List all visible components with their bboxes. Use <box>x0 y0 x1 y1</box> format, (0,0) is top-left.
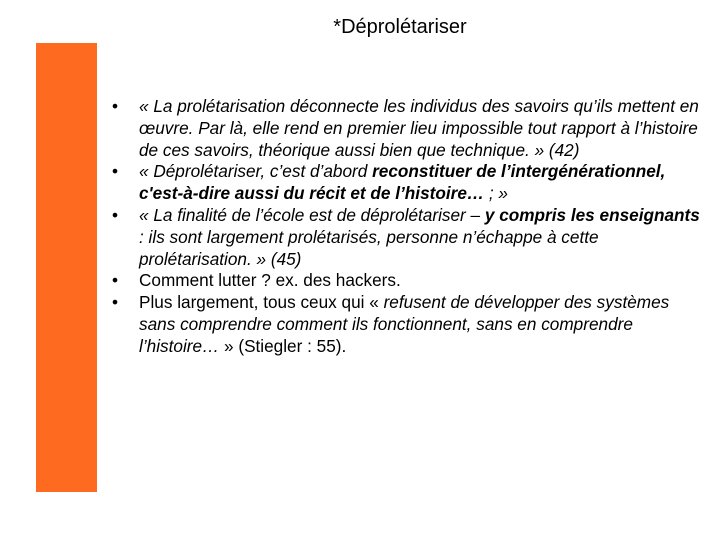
bullet-segment: Plus largement, tous ceux qui « <box>139 292 384 313</box>
bullet-text <box>139 270 401 290</box>
bullet-marker: • <box>112 161 119 182</box>
accent-bar <box>36 43 97 492</box>
bullet-text <box>139 205 700 269</box>
bullet-item <box>112 96 704 161</box>
bullet-text <box>139 292 669 356</box>
bullet-list <box>112 96 704 358</box>
bullet-marker: • <box>112 204 119 225</box>
bullet-segment: « Déprolétariser, c’est d’abord <box>139 161 373 182</box>
slide-title: *Déprolétariser <box>333 16 467 38</box>
bullet-segment: « La prolétarisation déconnecte les individus des savoirs qu’ils mettent en œuvre. Par là, elle rend en premier lieu impossible tout rapport à l’histoire de ces savoirs, théorique aussi bien que technique. » (42) <box>139 96 699 160</box>
bullet-segment: Comment lutter ? ex. des hackers. <box>139 270 401 291</box>
bullet-segment: « La finalité de l’école est de déprolétariser – <box>139 204 485 225</box>
bullet-marker: • <box>112 292 119 313</box>
bullet-emphasis: y compris les enseignants <box>484 204 700 225</box>
bullet-item <box>112 205 704 270</box>
bullet-text <box>139 161 665 203</box>
bullet-item <box>112 161 704 205</box>
bullet-emphasis: refusent de développer des systèmes sans comprendre comment ils fonctionnent, sans en comprendre l’histoire… <box>139 292 670 356</box>
bullet-marker: • <box>112 96 119 116</box>
bullet-segment: » (Stiegler : 55). <box>219 335 347 356</box>
bullet-segment: ; » <box>484 183 508 204</box>
bullet-segment: : ils sont largement prolétarisés, personne n’échappe à cette prolétarisation. » (45) <box>139 226 599 269</box>
bullet-item <box>112 270 704 292</box>
bullet-text <box>139 96 699 160</box>
bullet-marker: • <box>112 270 119 291</box>
bullet-item <box>112 292 704 357</box>
bullet-emphasis: reconstituer de l’intergénérationnel, c'est-à-dire aussi du récit et de l’histoire… <box>139 161 666 204</box>
